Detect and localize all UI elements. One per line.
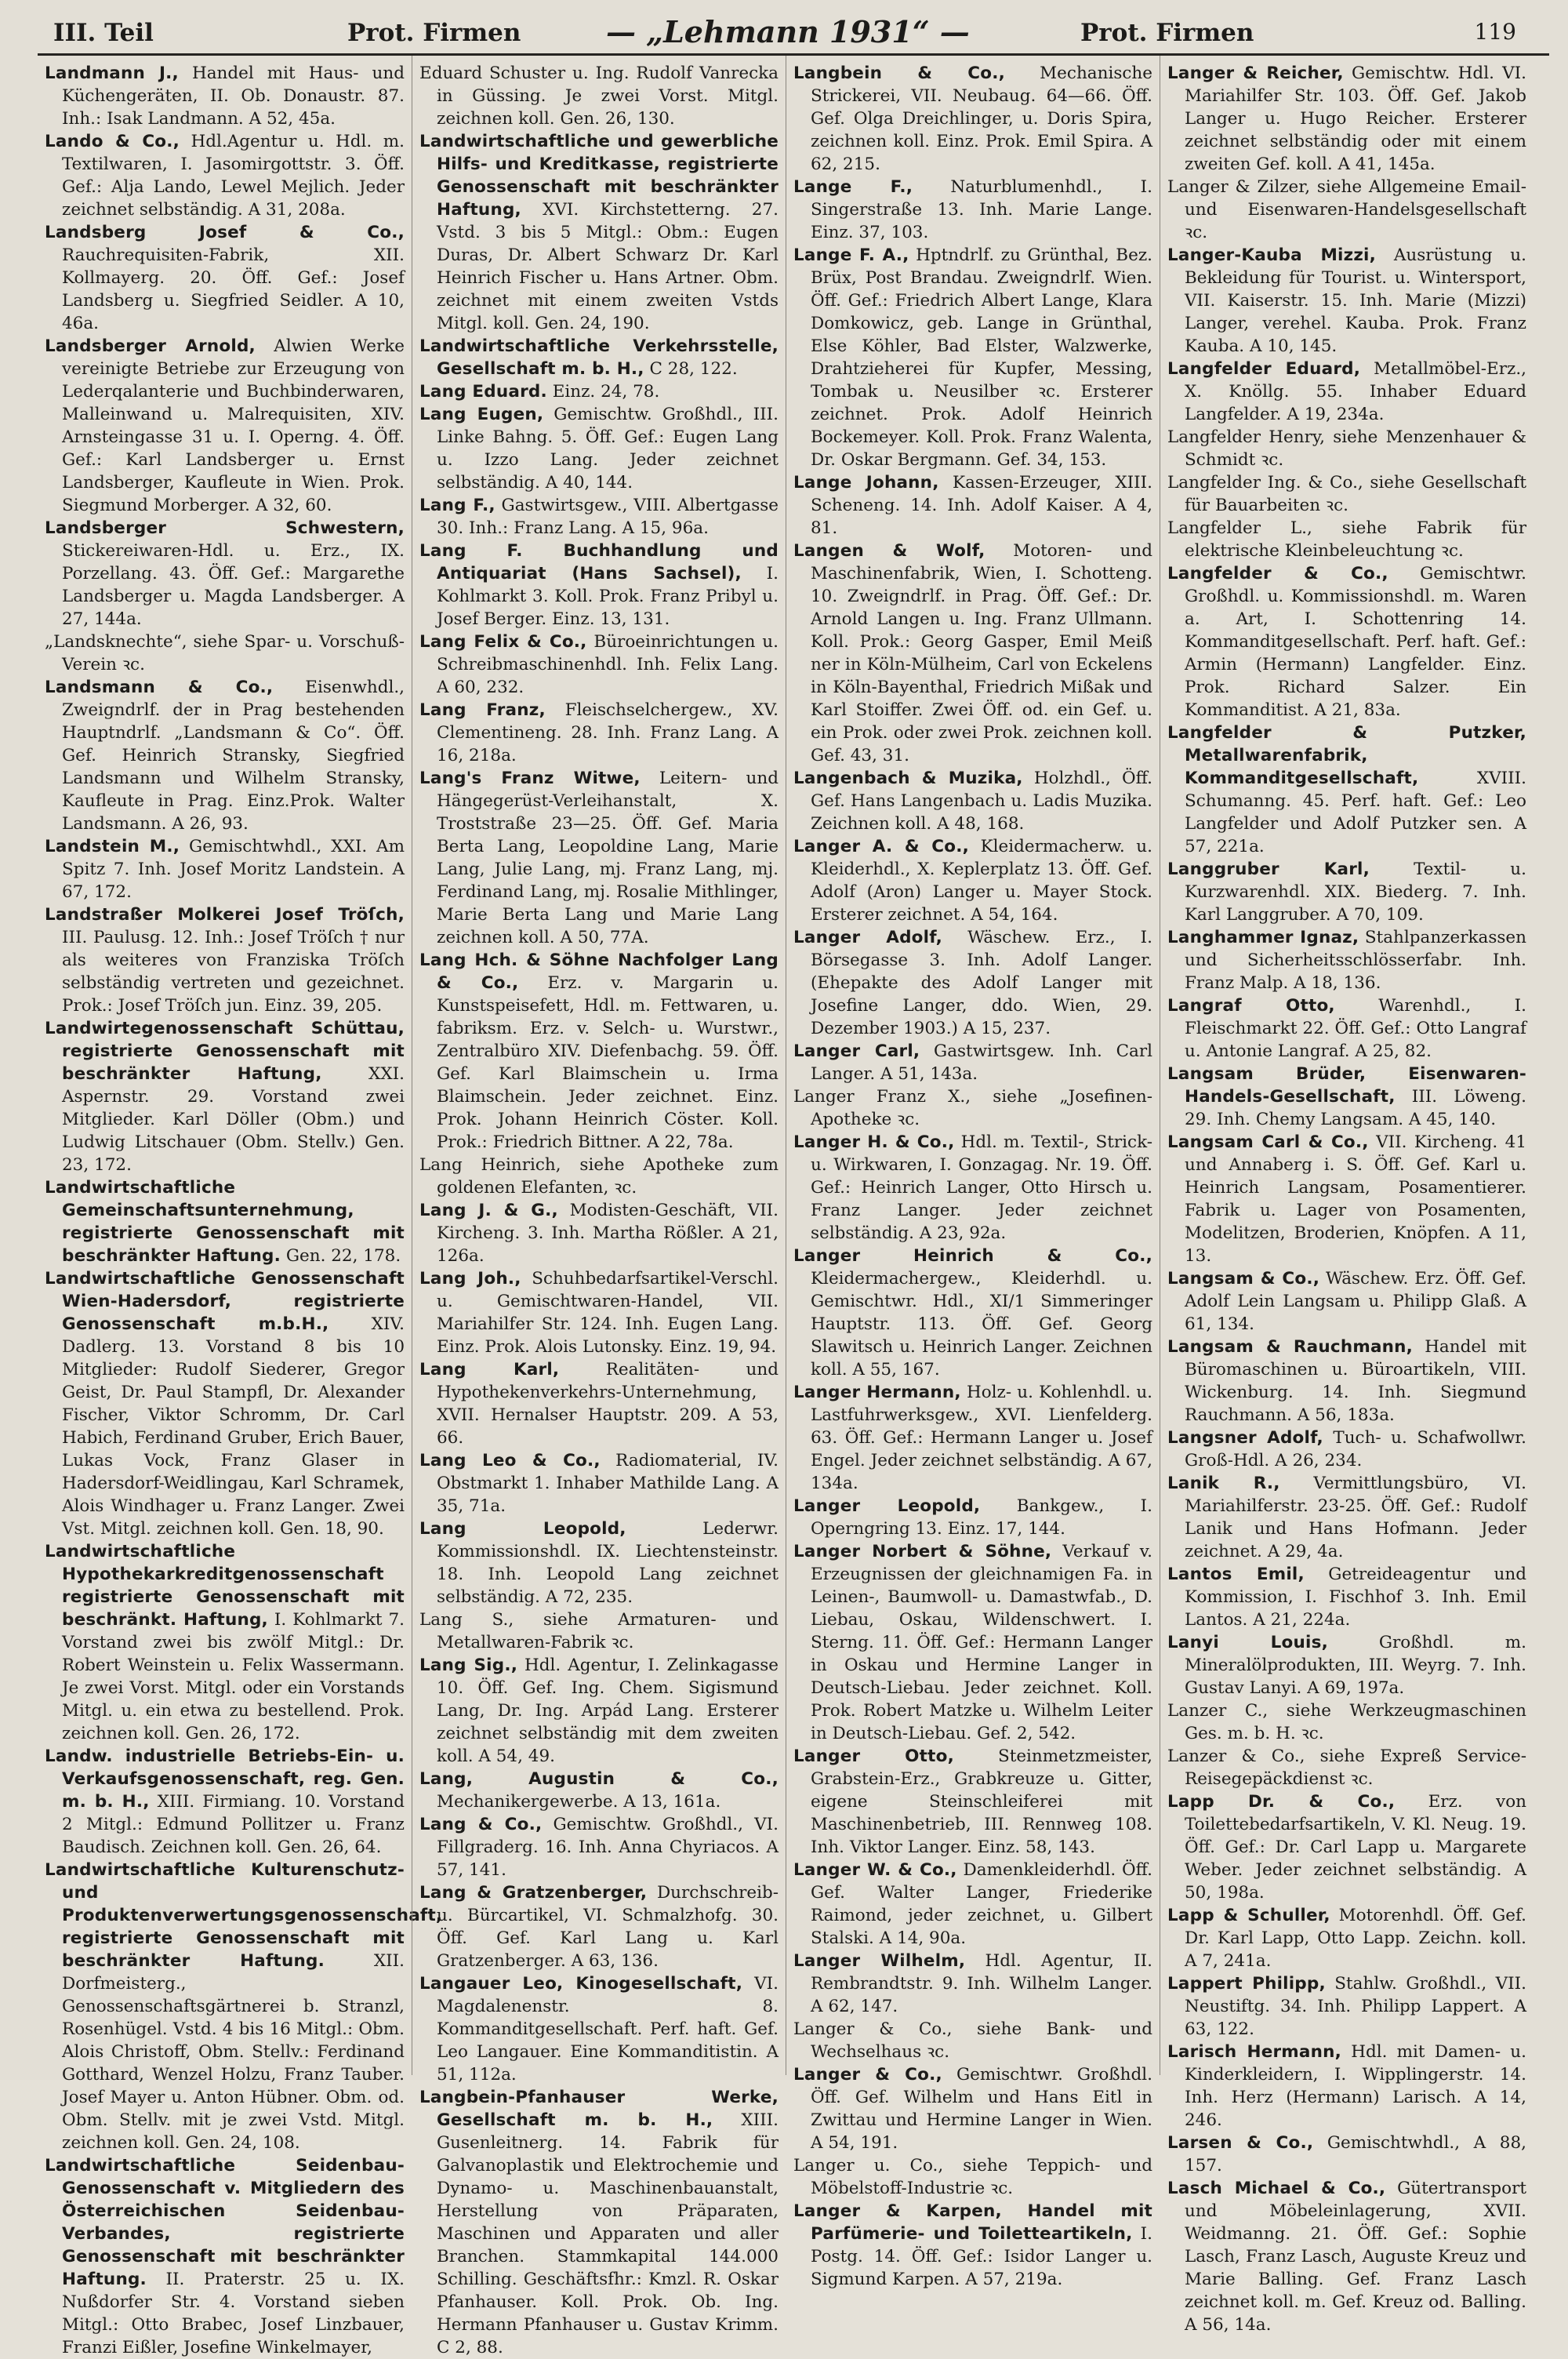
directory-entry (419, 1358, 779, 1449)
entry-details: Gemischtw. Hdl. VI. Mariahilfer Str. 103. Öff. Gef. Jakob Langer u. Hugo Reicher. Ersterer zeichnet selbständig oder mit einem zweiten Gef. koll. A 41, 145a. (1185, 64, 1526, 174)
right-running-title: Prot. Firmen (1080, 19, 1254, 47)
firm-name: Lange Johann, (793, 473, 939, 493)
entry-details: Fleischselchergew., XV. Clementineng. 28. Inh. Franz Lang. A 16, 218a. (437, 700, 779, 765)
directory-entry (793, 62, 1152, 176)
entry-details: Stickereiwaren-Hdl. u. Erz., IX. Porzellang. 43. Öff. Gef.: Margarethe Landsberger u. Magda Landsberger. A 27, 144a. (62, 541, 405, 629)
entry-details: Langfelder Ing. & Co., siehe Gesellschaft für Bauarbeiten ꝛc. (1167, 473, 1526, 515)
entry-details: Kleidermacherw. u. Kleiderhdl., X. Keplerplatz 13. Öff. Gef. Adolf (Aron) Langer u. Mayer Stock. Ersterer zeichnet. A 54, 164. (811, 837, 1152, 925)
entry-details: Erz. von Toilettebedarfsartikeln, V. Kl. Neug. 19. Öff. Gef.: Dr. Carl Lapp u. Margarete Weber. Jeder zeichnet selbständig. A 50, 198a. (1185, 1792, 1526, 1903)
directory-entry (419, 631, 779, 699)
firm-name: Langer Adolf, (793, 928, 942, 947)
entry-details: III. Löweng. 29. Inh. Chemy Langsam. A 45, 140. (1185, 1087, 1526, 1129)
directory-entry (419, 1154, 779, 1199)
directory-entry (1167, 562, 1526, 722)
directory-entry (793, 2200, 1152, 2291)
directory-entry (1167, 1745, 1526, 1790)
directory-entry (45, 1745, 405, 1859)
firm-name: Langfelder & Co., (1167, 564, 1388, 583)
entry-details: Gemischtwhdl., XXI. Am Spitz 7. Inh. Josef Moritz Landstein. A 67, 172. (62, 837, 405, 902)
firm-name: Landstein M., (45, 837, 180, 856)
directory-entry (45, 903, 405, 1017)
entry-details: Erz. v. Margarin u. Kunstspeisefett, Hdl. m. Fettwaren, u. fabriksm. Erz. v. Selch- u. Wurstwr., Zentralbüro XIV. Diefenbachg. 59. Öff. Gef. Karl Blaimschein u. Irma Blaimschein. Jeder zeichnet. Einz. Prok. Johann Heinrich Cöster. Koll. Prok.: Friedrich Bittner. A 22, 78a. (437, 973, 779, 1152)
directory-entry (1167, 1267, 1526, 1336)
firm-name: Lang Eugen, (419, 405, 544, 424)
entry-details: Holzhdl., Öff. Gef. Hans Langenbach u. Ladis Muzika. Zeichnen koll. A 48, 168. (811, 769, 1152, 834)
firm-name: Langgruber Karl, (1167, 860, 1370, 879)
firm-name: Langenbach & Muzika, (793, 769, 1023, 788)
entry-details: Damenkleiderhdl. Öff. Gef. Walter Langer, Friederike Raimond, jeder zeichnet, u. Gilbert Stalski. A 14, 90a. (811, 1860, 1152, 1948)
directory-entry (45, 130, 405, 221)
firm-name: Landwirtschaftliche Hypothekarkreditgenossenschaft registrierte Genossenschaft mit beschränkt. Haftung, (45, 1542, 405, 1630)
directory-entry (45, 1859, 443, 2154)
directory-entry (419, 767, 779, 949)
entry-details: I. Kohlmarkt 3. Koll. Prok. Franz Pribyl u. Josef Berger. Einz. 13, 131. (437, 564, 779, 629)
entry-details: I. Kohlmarkt 7. Vorstand zwei bis zwölf Mitgl.: Dr. Robert Weinstein u. Felix Wassermann. Je zwei Vorst. Mitgl. oder ein Vorstands Mitgl. u. ein etwa zu bestellend. Prok. zeichnen koll. Gen. 26, 172. (62, 1610, 405, 1743)
entry-details: Lanzer C., siehe Werkzeugmaschinen Ges. m. b. H. ꝛc. (1167, 1701, 1526, 1743)
entry-details: Warenhdl., I. Fleischmarkt 22. Öff. Gef.: Otto Langraf u. Antonie Langraf. A 25, 82. (1185, 996, 1526, 1061)
directory-entry (45, 835, 405, 903)
firm-name: Langer Heinrich & Co., (793, 1246, 1152, 1266)
entry-details: Gemischtw. Großhdl., III. Linke Bahng. 5. Öff. Gef.: Eugen Lang u. Izzo Lang. Jeder zeichnet selbständig. A 40, 144. (437, 405, 779, 493)
directory-entry (45, 221, 405, 335)
firm-name: Lang Franz, (419, 700, 546, 720)
entry-details: Durchschreib- u. Bürcartikel, VI. Schmalzhofg. 30. Öff. Gef. Karl Lang u. Karl Gratzenberger. A 63, 136. (437, 1883, 779, 1971)
firm-name: Langer Otto, (793, 1747, 954, 1766)
entry-details: Büroeinrichtungen u. Schreibmaschinenhdl. Inh. Felix Lang. A 60, 232. (437, 632, 779, 697)
entry-details: Kleidermachergew., Kleiderhdl. u. Gemischtwr. Hdl., XI/1 Simmeringer Hauptstr. 113. Öff. Gef. Georg Slawitsch u. Heinrich Langer. Zeichnen koll. A 55, 167. (811, 1269, 1152, 1379)
entry-details: Gütertransport und Möbeleinlagerung, XVII. Weidmanng. 21. Öff. Gef.: Sophie Lasch, Franz Lasch, Auguste Kreuz und Marie Balling. Gef. Franz Lasch zeichnet koll. m. Gef. Kreuz od. Balling. A 56, 14a. (1185, 2179, 1526, 2335)
entry-details: Hdl. Agentur, I. Zelinkagasse 10. Öff. Gef. Ing. Chem. Sigismund Lang, Dr. Ing. Arpád Lang. Ersterer zeichnet selbständig mit dem zweiten koll. A 54, 49. (437, 1656, 779, 1766)
firm-name: Landsberger Schwestern, (45, 518, 405, 538)
directory-entry (1167, 1063, 1526, 1131)
directory-entry (45, 676, 405, 835)
directory-entry (1167, 1631, 1526, 1699)
directory-entry (793, 1040, 1152, 1085)
directory-entry (1167, 62, 1526, 176)
firm-name: Langfelder & Putzker, Metallwarenfabrik, Kommanditgesellschaft, (1167, 723, 1526, 788)
firm-name: Lando & Co., (45, 132, 180, 151)
directory-columns (38, 56, 1549, 2357)
directory-entry (793, 1085, 1152, 1131)
entry-details: Lanzer & Co., siehe Expreß Service-Reisegepäckdienst ꝛc. (1167, 1747, 1526, 1789)
column-3 (786, 56, 1160, 2289)
directory-entry (793, 2154, 1152, 2200)
entry-details: Leitern- und Hängegerüst-Verleihanstalt, X. Troststraße 23—25. Öff. Gef. Maria Berta Lang, Leopoldine Lang, Marie Lang, Julie Lang, mj. Franz Lang, mj. Ferdinand Lang, mj. Rosalie Mithlinger, Marie Berta Lang und Marie Lang zeichnen koll. A 50, 77A. (437, 769, 779, 947)
entry-details: Verkauf v. Erzeugnissen der gleichnamigen Fa. in Leinen-, Baumwoll- u. Damastwfab., D. Liebau, Oskau, Wildenschwert. I. Sterng. 11. Öff. Gef.: Hermann Langer in Oskau und Hermine Langer in Deutsch-Liebau. Jeder zeichnet. Koll. Prok. Robert Matzke u. Wilhelm Leiter in Deutsch-Liebau. Gef. 2, 542. (811, 1542, 1153, 1743)
entry-details: Textil- u. Kurzwarenhdl. XIX. Biederg. 7. Inh. Karl Langgruber. A 70, 109. (1185, 860, 1526, 925)
entry-details: Bankgew., I. Operngring 13. Einz. 17, 144. (811, 1496, 1152, 1539)
directory-entry (419, 1654, 779, 1768)
firm-name: Langsam Carl & Co., (1167, 1132, 1369, 1152)
firm-name: Lang, Augustin & Co., (419, 1769, 779, 1789)
entry-details: Einz. 24, 78. (552, 382, 660, 402)
entry-details: VII. Kircheng. 41 und Annaberg i. S. Öff. Gef. Karl u. Heinrich Langsam, Posamentierer. Fabrik u. Lager von Posamenten, Modelitzen, Broderien, Knöpfen. A 11, 13. (1185, 1132, 1526, 1266)
directory-entry (419, 1972, 779, 2086)
directory-entry (419, 2086, 779, 2359)
directory-entry (793, 1745, 1152, 1859)
directory-entry (793, 1495, 1152, 1540)
entry-details: XXI. Aspernstr. 29. Vorstand zwei Mitglieder. Karl Döller (Obm.) und Ludwig Litschauer (Obm. Stellv.) Gen. 23, 172. (62, 1064, 405, 1175)
entry-details: Gastwirtsgew., VIII. Albertgasse 30. Inh.: Franz Lang. A 15, 96a. (437, 496, 779, 538)
directory-entry (1167, 176, 1526, 244)
firm-name: Lang Eduard. (419, 382, 547, 402)
directory-entry (793, 2018, 1152, 2063)
column-1 (38, 56, 443, 2357)
firm-name: Lang Hch. & Söhne Nachfolger Lang & Co., (419, 951, 779, 993)
directory-entry (419, 1449, 779, 1518)
firm-name: Langer Carl, (793, 1041, 920, 1061)
directory-entry (1167, 1131, 1526, 1267)
directory-entry (793, 835, 1152, 926)
firm-name: Langsam Brüder, Eisenwaren-Handels-Gesellschaft, (1167, 1064, 1526, 1107)
directory-entry (793, 2063, 1152, 2154)
entry-details: Eisenwhdl., Zweigndrlf. der in Prag bestehenden Hauptndrlf. „Landsmann & Co“. Öff. Gef. Heinrich Stransky, Siegfried Landsmann und Wilhelm Stransky, Kaufleute in Prag. Einz.Prok. Walter Landsmann. A 26, 93. (62, 678, 405, 834)
firm-name: Langer Norbert & Söhne, (793, 1542, 1052, 1561)
firm-name: Lapp & Schuller, (1167, 1906, 1330, 1925)
directory-entry (419, 1768, 779, 1813)
entry-details: XIV. Dadlerg. 13. Vorstand 8 bis 10 Mitglieder: Rudolf Siederer, Gregor Geist, Dr. Paul Stampfl, Dr. Alexander Fischer, Viktor Schromm, Dr. Carl Habich, Ferdinand Gruber, Erich Bauer, Lukas Vock, Franz Glaser in Hadersdorf-Weidlingau, Karl Schramek, Alois Windhager u. Franz Langer. Zwei Vst. Mitgl. zeichnen koll. Gen. 18, 90. (62, 1314, 405, 1539)
directory-entry (45, 1017, 405, 1176)
firm-name: Lappert Philipp, (1167, 1974, 1326, 1994)
entry-details: Schuhbedarfsartikel-Verschl. u. Gemischtwaren-Handel, VII. Mariahilfer Str. 124. Inh. Eugen Lang. Einz. Prok. Alois Lutonsky. Einz. 19, 94. (437, 1269, 779, 1357)
entry-details: Stahlw. Großhdl., VII. Neustiftg. 34. Inh. Philipp Lappert. A 63, 122. (1185, 1974, 1527, 2039)
directory-entry (45, 62, 405, 130)
firm-name: Langfelder Eduard, (1167, 359, 1361, 379)
part-label: III. Teil (53, 19, 154, 47)
entry-details: Lederwr. Kommissionshdl. IX. Liechtensteinstr. 18. Inh. Leopold Lang zeichnet selbständig. A 72, 235. (437, 1519, 779, 1607)
entry-details: Kassen-Erzeuger, XIII. Scheneng. 14. Inh. Adolf Kaiser. A 4, 81. (811, 473, 1152, 538)
firm-name: Langer Leopold, (793, 1496, 981, 1516)
firm-name: Landwirtschaftliche Verkehrsstelle, Gesellschaft m. b. H., (419, 336, 779, 379)
firm-name: Lantos Emil, (1167, 1565, 1305, 1584)
firm-name: Langen & Wolf, (793, 541, 985, 561)
directory-entry (1167, 1699, 1526, 1745)
entry-details: Rauchrequisiten-Fabrik, XII. Kollmayerg. 20. Öff. Gef.: Josef Landsberg u. Siegfried Seidler. A 10, 46a. (62, 245, 405, 333)
firm-name: Lang Sig., (419, 1656, 518, 1675)
directory-entry (793, 767, 1152, 835)
firm-name: Lang Leo & Co., (419, 1451, 601, 1470)
firm-name: Lang & Co., (419, 1815, 543, 1834)
directory-entry (45, 1267, 405, 1540)
entry-details: Langer & Co., siehe Bank- und Wechselhaus ꝛc. (793, 2019, 1152, 2062)
firm-name: Langer H. & Co., (793, 1132, 955, 1152)
directory-entry (419, 335, 779, 380)
firm-name: Langer & Co., (793, 2065, 942, 2085)
entry-details: XIII. Gusenleitnerg. 14. Fabrik für Galvanoplastik und Elektrochemie und Dynamo- u. Maschinenbauanstalt, Herstellung von Präparaten, Maschinen und Apparaten und aller Branchen. Stammkapital 144.000 Schilling. Geschäftsfhr.: Kmzl. R. Oskar Pfanhauser. Koll. Prok. Ob. Ing. Hermann Pfanhauser u. Gustav Krimm. C 2, 88. (437, 2110, 779, 2357)
directory-entry (45, 517, 405, 631)
entry-details: Motorenhdl. Öff. Gef. Dr. Karl Lapp, Otto Lapp. Zeichn. koll. A 7, 241a. (1185, 1906, 1526, 1971)
entry-details: Vermittlungsbüro, VI. Mariahilferstr. 23-25. Öff. Gef.: Rudolf Lanik und Hans Hofmann. Jeder zeichnet. A 29, 4a. (1185, 1474, 1526, 1561)
firm-name: Lapp Dr. & Co., (1167, 1792, 1396, 1812)
entry-details: Realitäten- und Hypothekenverkehrs-Unternehmung, XVII. Hernalser Hauptstr. 209. A 53, 66. (437, 1360, 779, 1448)
firm-name: Lanyi Louis, (1167, 1633, 1328, 1652)
directory-entry (793, 926, 1152, 1040)
entry-details: Gemischtw. Großhdl., VI. Fillgraderg. 16. Inh. Anna Chyriacos. A 57, 141. (437, 1815, 779, 1880)
entry-details: Hdl. Agentur, II. Rembrandtstr. 9. Inh. Wilhelm Langer. A 62, 147. (811, 1951, 1153, 2016)
entry-details: Großhdl. m. Mineralölprodukten, III. Weyrg. 7. Inh. Gustav Lanyi. A 69, 197a. (1185, 1633, 1526, 1698)
entry-details: Hdl. m. Textil-, Strick- u. Wirkwaren, I. Gonzagag. Nr. 19. Öff. Gef.: Heinrich Langer, Otto Hirsch u. Franz Langer. Jeder zeichnet selbständig. A 23, 92a. (811, 1132, 1153, 1243)
firm-name: Langraf Otto, (1167, 996, 1335, 1016)
entry-details: Handel mit Haus- und Küchengeräten, II. Ob. Donaustr. 87. Inh.: Isak Landmann. A 52, 45a. (62, 64, 405, 129)
directory-entry (793, 1131, 1152, 1245)
page-number: 119 (1474, 19, 1516, 45)
entry-details: Langer u. Co., siehe Teppich- und Möbelstoff-Industrie ꝛc. (793, 2156, 1152, 2198)
firm-name: Lang & Gratzenberger, (419, 1883, 648, 1903)
firm-name: Lang's Franz Witwe, (419, 769, 641, 788)
firm-name: Lanik R., (1167, 1474, 1280, 1493)
directory-entry (45, 2154, 405, 2359)
entry-details: Handel mit Büromaschinen u. Büroartikeln, VIII. Wickenburg. 14. Inh. Siegmund Rauchmann. A 56, 183a. (1185, 1337, 1526, 1425)
directory-entry (419, 699, 779, 767)
directory-entry (45, 1540, 405, 1745)
entry-details: Gastwirtsgew. Inh. Carl Langer. A 51, 143a. (811, 1041, 1152, 1084)
directory-entry (1167, 1427, 1526, 1472)
directory-entry (419, 949, 779, 1154)
directory-entry (1167, 517, 1526, 562)
firm-name: Lange F. A., (793, 245, 909, 265)
directory-entry (419, 380, 779, 403)
entry-details: Wäschew. Erz. Öff. Gef. Adolf Lein Langsam u. Philipp Glaß. A 61, 134. (1185, 1269, 1526, 1334)
firm-name: Langer Wilhelm, (793, 1951, 966, 1971)
directory-entry (1167, 2177, 1526, 2336)
directory-entry (419, 1518, 779, 1608)
directory-entry (419, 403, 779, 494)
firm-name: Lang Felix & Co., (419, 632, 587, 652)
firm-name: Langbein-Pfanhauser Werke, Gesellschaft m. b. H., (419, 2088, 779, 2130)
firm-name: Lang J. & G., (419, 1201, 558, 1220)
directory-entry (793, 540, 1152, 767)
firm-name: Landwirtschaftliche Genossenschaft Wien-Hadersdorf, registrierte Genossenschaft m.b.H., (45, 1269, 405, 1334)
directory-entry (1167, 994, 1526, 1063)
firm-name: Landwirtschaftliche Seidenbau-Genossenschaft v. Mitgliedern des Österreichischen Seidenbau-Verbandes, registrierte Genossenschaft mit beschränkter Haftung. (45, 2156, 405, 2289)
firm-name: Lang Leopold, (419, 1519, 626, 1539)
entry-details: Hptndrlf. zu Grünthal, Bez. Brüx, Post Brandau. Zweigndrlf. Wien. Öff. Gef.: Friedrich Albert Lange, Klara Domkowicz, geb. Lange in Grünthal, Else Köhler, Bad Elster, Walzwerke, Drahtzieherei für Kupfer, Messing, Tombak u. Neusilber ꝛc. Ersterer zeichnet. Prok. Adolf Heinrich Bockemeyer. Koll. Prok. Franz Walenta, Dr. Oskar Bergmann. Gef. 34, 153. (811, 245, 1152, 470)
entry-details: Gen. 22, 178. (285, 1246, 401, 1266)
directory-entry (793, 1859, 1152, 1950)
directory-entry (419, 1199, 779, 1267)
entry-details: Langfelder Henry, siehe Menzenhauer & Schmidt ꝛc. (1167, 427, 1526, 470)
entry-details: Langer & Zilzer, siehe Allgemeine Email- und Eisenwaren-Handelsgesellschaft ꝛc. (1167, 177, 1526, 242)
directory-entry (793, 1540, 1152, 1745)
entry-details: Lang S., siehe Armaturen- und Metallwaren-Fabrik ꝛc. (419, 1610, 779, 1652)
firm-name: Lang Joh., (419, 1269, 521, 1289)
book-title: — „Lehmann 1931“ — (606, 14, 970, 49)
entry-details: XVI. Kirchstetterng. 27. Vstd. 3 bis 5 Mitgl.: Obm.: Eugen Duras, Dr. Albert Schwarz Dr. Karl Heinrich Fischer u. Hans Artner. Obm. zeichnet mit einem zweiten Vstds Mitgl. koll. Gen. 24, 190. (437, 200, 779, 333)
firm-name: Langsner Adolf, (1167, 1428, 1323, 1448)
entry-details: Gemischtwr. Großhdl. u. Kommissionshdl. m. Waren a. Art, I. Schottenring 14. Kommanditgesellschaft. Perf. haft. Gef.: Armin (Hermann) Langfelder. Einz. Prok. Richard Salzer. Ein Kommanditist. A 21, 83a. (1185, 564, 1526, 720)
firm-name: Langer W. & Co., (793, 1860, 957, 1880)
entry-details: Stahlpanzerkassen und Sicherheitsschlösserfabr. Inh. Franz Malp. A 18, 136. (1185, 928, 1526, 993)
directory-entry (793, 1950, 1152, 2018)
firm-name: Lasch Michael & Co., (1167, 2179, 1386, 2198)
entry-details: Langfelder L., siehe Fabrik für elektrische Kleinbeleuchtung ꝛc. (1167, 518, 1526, 561)
entry-details: Wäschew. Erz., I. Börsegasse 3. Inh. Adolf Langer. (Ehepakte des Adolf Langer mit Josefine Langer, ddo. Wien, 29. Dezember 1903.) A 15, 237. (811, 928, 1152, 1038)
directory-entry (1167, 1972, 1526, 2041)
entry-details: Mechanikergewerbe. A 13, 161a. (437, 1792, 721, 1812)
entry-details: Alwien Werke vereinigte Betriebe zur Erzeugung von Lederqalanterie und Buchbinderwaren, Malleinwand u. Malrequisiten, XIV. Arnsteingasse 31 u. I. Operng. 4. Öff. Gef.: Karl Landsberger u. Ernst Landsberger, Kaufleute in Wien. Prok. Siegmund Morberger. A 32, 60. (62, 336, 405, 515)
entry-details: Langer Franz X., siehe „Josefinen-Apotheke ꝛc. (793, 1087, 1152, 1129)
directory-entry (1167, 2132, 1526, 2177)
directory-entry (793, 176, 1152, 244)
firm-name: Lang Karl, (419, 1360, 560, 1379)
entry-details: Modisten-Geschäft, VII. Kircheng. 3. Inh. Martha Rößler. A 21, 126a. (437, 1201, 779, 1266)
directory-entry (419, 1881, 779, 1972)
entry-details: Hdl.Agentur u. Hdl. m. Textilwaren, I. Jasomirgottstr. 3. Öff. Gef.: Alja Lando, Lewel Mejlich. Jeder zeichnet selbständig. A 31, 208a. (62, 132, 405, 220)
directory-entry (1167, 1904, 1526, 1972)
directory-entry (793, 1381, 1152, 1495)
directory-entry (793, 244, 1152, 471)
firm-name: Langer-Kauba Mizzi, (1167, 245, 1376, 265)
firm-name: Landsberger Arnold, (45, 336, 256, 356)
entry-details: I. Postg. 14. Öff. Gef.: Isidor Langer u. Sigmund Karpen. A 57, 219a. (811, 2224, 1152, 2289)
entry-details: Holz- u. Kohlenhdl. u. Lastfuhrwerksgew., XVI. Lienfelderg. 63. Öff. Gef.: Hermann Langer u. Josef Engel. Jeder zeichnet selbständig. A 67, 134a. (811, 1383, 1152, 1493)
directory-entry (1167, 358, 1526, 426)
firm-name: Langer Hermann, (793, 1383, 961, 1402)
directory-entry (1167, 858, 1526, 926)
entry-details: Gemischtwhdl., A 88, 157. (1185, 2133, 1526, 2175)
firm-name: Lang F. Buchhandlung und Antiquariat (Hans Sachsel), (419, 541, 779, 583)
firm-name: Langsam & Co., (1167, 1269, 1320, 1289)
directory-entry (419, 1267, 779, 1358)
entry-details: Metallmöbel-Erz., X. Knöllg. 55. Inhaber Eduard Langfelder. A 19, 234a. (1185, 359, 1526, 424)
directory-entry (419, 540, 779, 631)
entry-details: Mechanische Strickerei, VII. Neubaug. 64—66. Öff. Gef. Olga Dreichlinger, u. Doris Spira, zeichnen koll. Einz. Prok. Emil Spira. A 62, 215. (811, 64, 1152, 174)
firm-name: Landwirtschaftliche Kulturenschutz- und Produktenverwertungsgenossenschaft, registrierte Genossenschaft mit beschränkter Haftung. (45, 1860, 443, 1971)
entry-details: Motoren- und Maschinenfabrik, Wien, I. Schotteng. 10. Zweigndrlf. in Prag. Öff. Gef.: Dr. Arnold Langen u. Ing. Franz Ullmann. Koll. Prok.: Georg Gasper, Emil Meiß ner in Köln-Mülheim, Carl von Eckelens in Köln-Bayenthal, Friedrich Mißak und Karl Stoiffer. Zwei Öff. od. ein Gef. u. ein Prok. oder zwei Prok. zeichnen koll. Gef. 43, 31. (811, 541, 1152, 765)
entry-details: C 28, 122. (649, 359, 738, 379)
entry-details: XII. Dorfmeisterg., Genossenschaftsgärtnerei b. Stranzl, Rosenhügel. Vstd. 4 bis 16 Mitgl.: Obm. Alois Christoff, Obm. Stellv.: Ferdinand Gotthard, Wenzel Holzu, Franz Tauber. Josef Mayer u. Anton Hübner. Obm. od. Obm. Stellv. mit je zwei Vstd. Mitgl. zeichnen koll. Gen. 24, 108. (62, 1951, 405, 2153)
firm-name: Lange F., (793, 177, 913, 197)
directory-entry (1167, 471, 1526, 517)
directory-entry (1167, 722, 1526, 858)
directory-entry (1167, 426, 1526, 471)
firm-name: Langbein & Co., (793, 64, 1005, 83)
entry-details: Naturblumenhdl., I. Singerstraße 13. Inh. Marie Lange. Einz. 37, 103. (811, 177, 1152, 242)
entry-details: Gemischtwr. Großhdl. Öff. Gef. Wilhelm und Hans Eitl in Zwittau und Hermine Langer in Wien. A 54, 191. (811, 2065, 1152, 2153)
firm-name: Landw. industrielle Betriebs-Ein- u. Verkaufsgenossenschaft, reg. Gen. m. b. H., (45, 1747, 405, 1812)
firm-name: Langsam & Rauchmann, (1167, 1337, 1414, 1357)
entry-details: Radiomaterial, IV. Obstmarkt 1. Inhaber Mathilde Lang. A 35, 71a. (437, 1451, 779, 1516)
firm-name: Landwirtschaftliche Gemeinschaftsunternehmung, registrierte Genossenschaft mit beschränkter Haftung. (45, 1178, 405, 1266)
firm-name: Larsen & Co., (1167, 2133, 1314, 2153)
entry-details: Steinmetzmeister, Grabstein-Erz., Grabkreuze u. Gitter, eigene Steinschleiferei mit Maschinenbetrieb, III. Rennweg 108. Inh. Viktor Langer. Einz. 58, 143. (811, 1747, 1152, 1857)
directory-entry (1167, 244, 1526, 358)
firm-name: Langauer Leo, Kinogesellschaft, (419, 1974, 743, 1994)
directory-entry (419, 62, 779, 130)
directory-entry (1167, 1472, 1526, 1563)
directory-entry (1167, 1790, 1526, 1904)
directory-entry (793, 1245, 1152, 1381)
entry-details: VI. Magdalenenstr. 8. Kommanditgesellschaft. Perf. haft. Gef. Leo Langauer. Eine Kommanditistin. A 51, 112a. (437, 1974, 779, 2085)
firm-name: Landwirtegenossenschaft Schüttau, registrierte Genossenschaft mit beschränkter Haftung, (45, 1019, 405, 1084)
firm-name: Lang F., (419, 496, 495, 515)
firm-name: Landsberg Josef & Co., (45, 223, 405, 242)
left-running-title: Prot. Firmen (347, 19, 521, 47)
entry-details: Getreideagentur und Kommission, I. Fischhof 3. Inh. Emil Lantos. A 21, 224a. (1185, 1565, 1526, 1630)
directory-entry (419, 1813, 779, 1881)
firm-name: Larisch Hermann, (1167, 2042, 1341, 2062)
entry-details: III. Paulusg. 12. Inh.: Josef Tröſch † nur als weiteres von Franziska Tröſch selbständig vertreten und gezeichnet. Prok.: Josef Tröſch jun. Einz. 39, 205. (62, 928, 405, 1016)
entry-details: XIII. Firmiang. 10. Vorstand 2 Mitgl.: Edmund Pollitzer u. Franz Baudisch. Zeichnen koll. Gen. 26, 64. (62, 1792, 405, 1857)
firm-name: Landstraßer Molkerei Josef Tröſch, (45, 905, 405, 925)
entry-details: Hdl. mit Damen- u. Kinderkleidern, I. Wipplingerstr. 14. Inh. Herz (Hermann) Larisch. A 14, 246. (1185, 2042, 1526, 2130)
firm-name: Langhammer Ignaz, (1167, 928, 1359, 947)
page-header (38, 8, 1549, 56)
firm-name: Langer & Karpen, Handel mit Parfümerie- und Toiletteartikeln, (793, 2201, 1152, 2244)
directory-entry (419, 494, 779, 540)
directory-entry (45, 1176, 405, 1267)
directory-entry (45, 335, 405, 517)
entry-details: Tuch- u. Schafwollwr. Groß-Hdl. A 26, 234. (1185, 1428, 1526, 1470)
directory-entry (1167, 926, 1526, 994)
entry-details: II. Praterstr. 25 u. IX. Nußdorfer Str. 4. Vorstand sieben Mitgl.: Otto Brabec, Josef Linzbauer, Franzi Eißler, Josefine Winkelmayer, (62, 2270, 405, 2357)
directory-entry (1167, 1563, 1526, 1631)
firm-name: Landwirtschaftliche und gewerbliche Hilfs- und Kreditkasse, registrierte Genossenschaft mit beschränkter Haftung, (419, 132, 779, 220)
directory-entry (45, 631, 405, 676)
firm-name: Landsmann & Co., (45, 678, 274, 697)
firm-name: Landmann J., (45, 64, 179, 83)
entry-details: Eduard Schuster u. Ing. Rudolf Vanrecka in Güssing. Je zwei Vorst. Mitgl. zeichnen koll. Gen. 26, 130. (419, 64, 779, 129)
column-4 (1160, 56, 1534, 2335)
entry-details: „Landsknechte“, siehe Spar- u. Vorschuß-Verein ꝛc. (45, 632, 405, 674)
entry-details: Lang Heinrich, siehe Apotheke zum goldenen Elefanten, ꝛc. (419, 1155, 779, 1198)
firm-name: Langer & Reicher, (1167, 64, 1344, 83)
directory-entry (419, 1608, 779, 1654)
directory-entry (1167, 2041, 1526, 2132)
directory-entry (419, 130, 779, 335)
directory-entry (1167, 1336, 1526, 1427)
column-2 (412, 56, 786, 2357)
entry-details: Ausrüstung u. Bekleidung für Tourist. u. Wintersport, VII. Kaiserstr. 15. Inh. Marie (Mizzi) Langer, verehel. Kauba. Prok. Franz Kauba. A 10, 145. (1185, 245, 1526, 356)
entry-details: XVIII. Schumanng. 45. Perf. haft. Gef.: Leo Langfelder und Adolf Putzker sen. A 57, 221a. (1185, 769, 1526, 856)
firm-name: Langer A. & Co., (793, 837, 969, 856)
directory-entry (793, 471, 1152, 540)
